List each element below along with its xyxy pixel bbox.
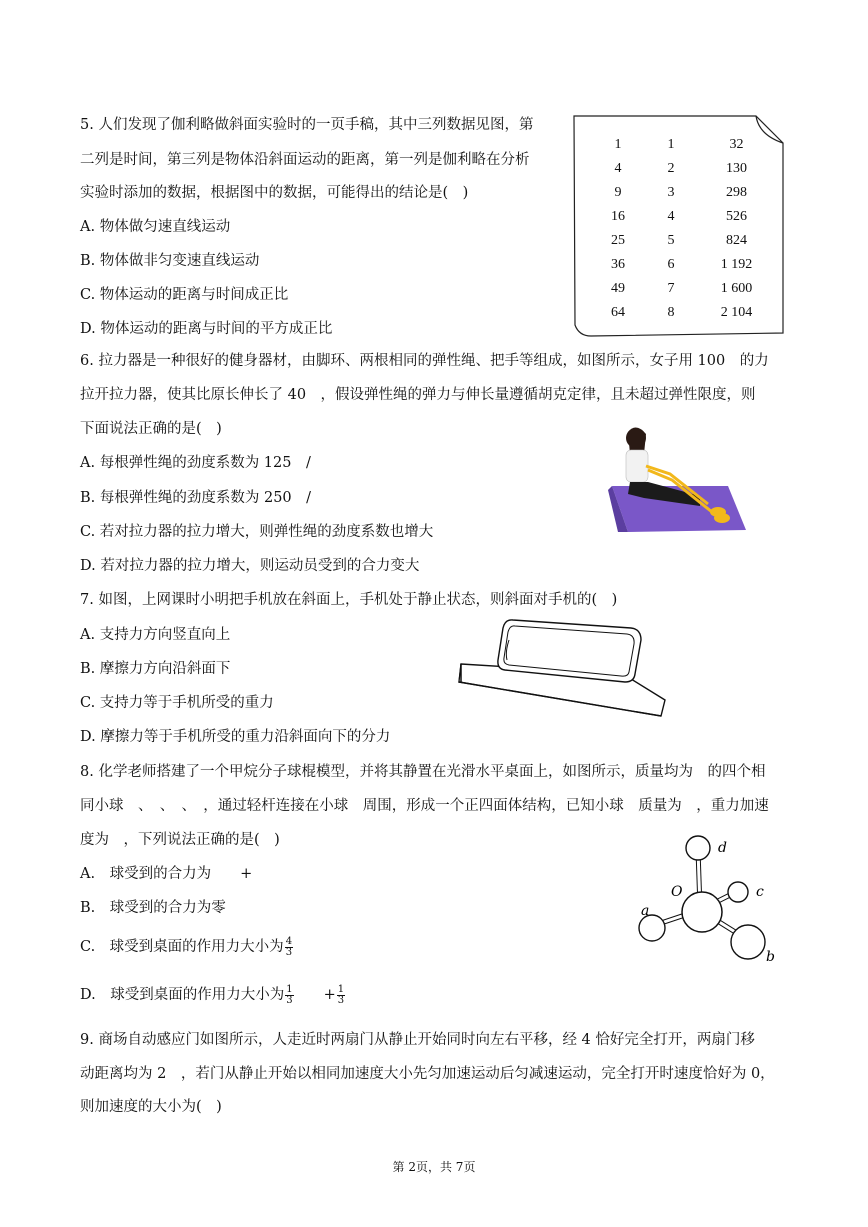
fraction-denominator: 3	[286, 994, 293, 1006]
manuscript-data-table	[596, 133, 771, 325]
table-row	[596, 229, 771, 253]
q9-stem-line3: 则加速度的大小为( )	[80, 1099, 222, 1115]
table-cell: 49	[611, 281, 625, 296]
q5-option-b: B. 物体做非匀变速直线运动	[80, 253, 260, 269]
q7-option-c: C. 支持力等于手机所受的重力	[80, 695, 274, 711]
label-c: c	[756, 884, 764, 900]
q6-stem-line3: 下面说法正确的是( )	[80, 421, 222, 437]
table-cell: 2	[667, 161, 675, 176]
table-cell: 526	[726, 209, 747, 224]
q6-option-d: D. 若对拉力器的拉力增大，则运动员受到的合力变大	[80, 558, 420, 574]
table-cell: 2 104	[720, 305, 753, 320]
q8-stem-line2: 同小球 、 、 、 ，通过轻杆连接在小球 周围，形成一个正四面体结构，已知小球 质量为 ，重力加速	[80, 798, 769, 814]
label-a: a	[641, 903, 650, 919]
fraction-one-third-b	[337, 985, 345, 1006]
page-footer: 第 2页，共 7页	[392, 1160, 476, 1174]
fraction-denominator: 3	[285, 946, 293, 958]
q6-option-a: A. 每根弹性绳的劲度系数为 125 /	[80, 455, 311, 471]
q9-stem-line1: 9. 商场自动感应门如图所示，人走近时两扇门从静止开始同时向左右平移，经 4 恰好完全打开，两扇门移	[80, 1032, 755, 1048]
table-cell: 298	[726, 185, 747, 200]
q7-stem: 7. 如图，上网课时小明把手机放在斜面上，手机处于静止状态，则斜面对手机的( )	[80, 592, 618, 608]
ball-O	[682, 892, 722, 932]
q5-option-d: D. 物体运动的距离与时间的平方成正比	[80, 321, 333, 337]
table-row	[596, 133, 771, 157]
fraction-numerator: 1	[286, 983, 293, 995]
q8-option-a: A. 球受到的合力为 +	[80, 866, 253, 882]
q8-option-c-text: C. 球受到桌面的作用力大小为	[80, 939, 284, 955]
q6-stem-line2: 拉开拉力器，使其比原长伸长了 40 ，假设弹性绳的弹力与伸长量遵循胡克定律，且未超过弹性限度，则	[80, 387, 756, 403]
q8-option-d	[80, 982, 346, 1008]
woman-exercise-photo	[608, 420, 748, 534]
ball-b	[731, 925, 765, 959]
phone-on-incline-figure	[455, 612, 670, 722]
table-row	[596, 253, 771, 277]
ball-d	[686, 836, 710, 860]
table-cell: 130	[726, 161, 747, 176]
table-cell: 1 192	[720, 257, 753, 272]
table-cell: 36	[611, 257, 625, 272]
fraction-four-thirds	[285, 937, 293, 958]
q6-stem-line1: 6. 拉力器是一种很好的健身器材，由脚环、两根相同的弹性绳、把手等组成，如图所示，女子用 100 的力	[80, 353, 769, 369]
table-cell: 1	[667, 137, 675, 152]
q7-option-a: A. 支持力方向竖直向上	[80, 627, 231, 643]
q5-stem-line3: 实验时添加的数据，根据图中的数据，可能得出的结论是( )	[80, 185, 469, 201]
table-cell: 64	[611, 305, 625, 320]
table-cell: 1 600	[720, 281, 753, 296]
fraction-one-third-a	[285, 985, 293, 1006]
q6-option-b: B. 每根弹性绳的劲度系数为 250 /	[80, 490, 312, 506]
q9-stem-line2: 动距离均为 2 ，若门从静止开始以相同加速度大小先匀加速运动后匀减速运动，完全打开时速度恰好为 0，	[80, 1066, 775, 1082]
q6-option-c: C. 若对拉力器的拉力增大，则弹性绳的劲度系数也增大	[80, 524, 434, 540]
q8-stem-line1: 8. 化学老师搭建了一个甲烷分子球棍模型，并将其静置在光滑水平桌面上，如图所示，质量均为 的四个相	[80, 764, 766, 780]
label-d: d	[718, 840, 727, 856]
q5-option-c: C. 物体运动的距离与时间成正比	[80, 287, 289, 303]
fraction-numerator: 4	[285, 935, 293, 947]
q5-option-a: A. 物体做匀速直线运动	[80, 219, 231, 235]
q5-stem-line1: 5. 人们发现了伽利略做斜面实验时的一页手稿，其中三列数据见图，第	[80, 117, 534, 133]
table-row	[596, 181, 771, 205]
table-cell: 4	[667, 209, 675, 224]
table-cell: 7	[667, 281, 675, 296]
table-row	[596, 277, 771, 301]
table-row	[596, 157, 771, 181]
table-cell: 5	[667, 233, 675, 248]
table-cell: 1	[614, 137, 622, 152]
table-cell: 3	[667, 185, 675, 200]
table-cell: 32	[729, 137, 744, 152]
table-cell: 6	[667, 257, 675, 272]
ball-c	[728, 882, 748, 902]
q5-stem-line2: 二列是时间，第三列是物体沿斜面运动的距离，第一列是伽利略在分析	[80, 152, 530, 168]
fraction-denominator: 3	[337, 994, 345, 1006]
label-b: b	[766, 949, 775, 965]
table-cell: 9	[614, 185, 622, 200]
q8-option-d-mid: +	[294, 987, 336, 1003]
table-row	[596, 301, 771, 325]
table-cell: 4	[614, 161, 622, 176]
label-O: O	[671, 884, 683, 900]
table-cell: 824	[726, 233, 747, 248]
q8-stem-line3: 度为 ，下列说法正确的是( )	[80, 832, 280, 848]
methane-ball-stick-model	[630, 830, 780, 965]
q8-option-b: B. 球受到的合力为零	[80, 900, 226, 916]
q7-option-d: D. 摩擦力等于手机所受的重力沿斜面向下的分力	[80, 729, 391, 745]
table-cell: 8	[667, 305, 675, 320]
q8-option-d-text: D. 球受到桌面的作用力大小为	[80, 987, 285, 1003]
fraction-numerator: 1	[337, 983, 345, 995]
table-cell: 16	[611, 209, 625, 224]
table-cell: 25	[611, 233, 625, 248]
q7-option-b: B. 摩擦力方向沿斜面下	[80, 661, 231, 677]
q8-option-c	[80, 934, 294, 960]
table-row	[596, 205, 771, 229]
